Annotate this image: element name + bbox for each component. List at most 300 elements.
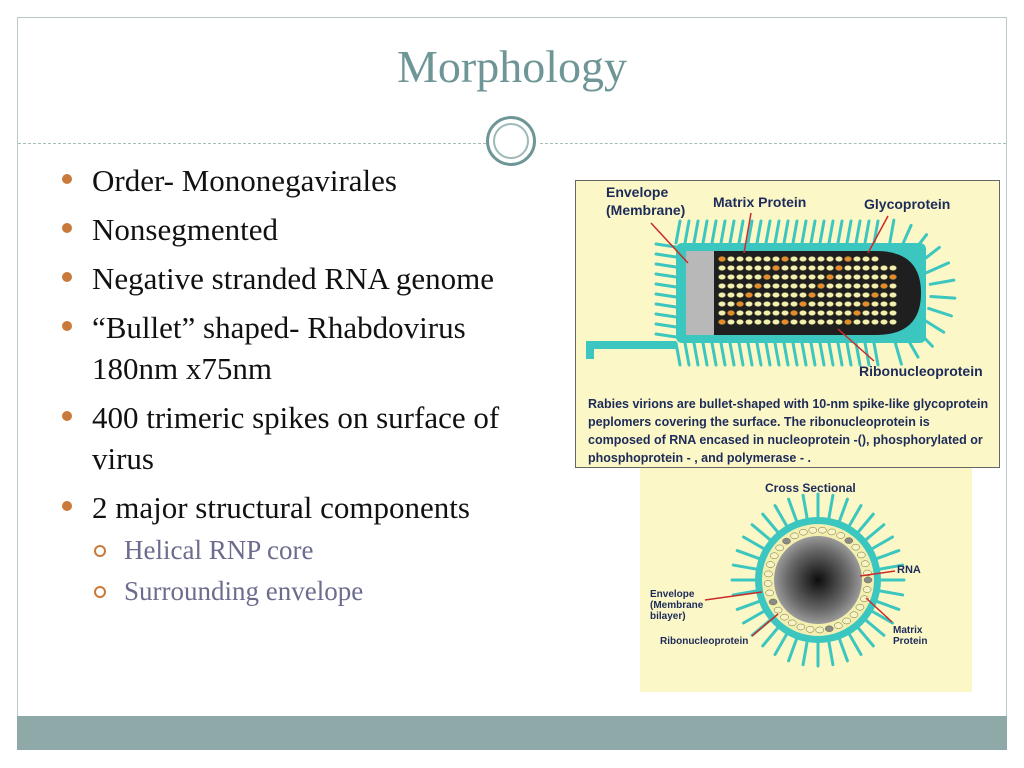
rnp-bead xyxy=(727,319,734,324)
spike xyxy=(703,343,707,365)
rnp-bead xyxy=(880,265,887,270)
rnp-bead xyxy=(727,256,734,261)
rnp-bead xyxy=(808,301,815,306)
rnp-bead xyxy=(871,283,878,288)
spike xyxy=(656,314,676,317)
rnp-bead xyxy=(781,283,788,288)
rnp-bead xyxy=(781,319,788,324)
label-matrix-protein: Matrix Protein xyxy=(713,194,807,210)
spike xyxy=(880,591,903,595)
nucleoprotein-bead xyxy=(825,626,833,632)
rnp-bead xyxy=(754,310,761,315)
rnp-bead xyxy=(754,274,761,279)
rnp-bead xyxy=(745,256,752,261)
rnp-bead xyxy=(880,310,887,315)
rnp-bead xyxy=(808,292,815,297)
rnp-bead xyxy=(826,256,833,261)
spike xyxy=(748,343,752,365)
sub-bullet-circle-icon xyxy=(94,545,106,557)
bullet-item xyxy=(62,209,542,250)
rnp-bead xyxy=(871,310,878,315)
rnp-bead xyxy=(862,274,869,279)
rnp-bead xyxy=(808,256,815,261)
bullet-dot-icon xyxy=(62,501,72,511)
rnp-bead xyxy=(853,292,860,297)
rnp-bead xyxy=(853,319,860,324)
spike xyxy=(721,343,725,365)
spike xyxy=(850,635,862,655)
rnp-bead xyxy=(790,310,797,315)
rnp-bead xyxy=(718,310,725,315)
rnp-bead xyxy=(790,256,797,261)
rnp-bead xyxy=(889,274,896,279)
rnp-bead xyxy=(736,301,743,306)
rnp-bead xyxy=(772,274,779,279)
label-cs-envelope: Envelope (Membrane bilayer) xyxy=(650,589,704,622)
nucleoprotein-bead xyxy=(834,623,842,629)
sub-bullet-list xyxy=(92,530,542,612)
nucleoprotein-bead xyxy=(799,529,807,535)
rnp-bead xyxy=(835,292,842,297)
spike xyxy=(838,221,842,243)
rnp-bead xyxy=(772,310,779,315)
rnp-bead xyxy=(862,319,869,324)
rnp-bead xyxy=(799,265,806,270)
figure-caption: Rabies virions are bullet-shaped with 10-nm spike-like glycoprotein peplomers covering the surface. The ribonucleoprotein is composed of RNA encased in nucleoprotein -(), phosphorylated or phosphoprotein - , and polymerase - . xyxy=(588,397,989,465)
nucleoprotein-bead xyxy=(766,562,774,568)
rnp-bead xyxy=(808,319,815,324)
spike xyxy=(685,221,689,243)
spike xyxy=(703,221,707,243)
rnp-bead xyxy=(790,265,797,270)
nucleoprotein-bead xyxy=(857,552,865,558)
bullet-list xyxy=(62,160,542,620)
rnp-bead xyxy=(781,310,788,315)
rnp-bead xyxy=(826,301,833,306)
rnp-bead xyxy=(817,256,824,261)
spike xyxy=(927,263,949,273)
rnp-bead xyxy=(745,319,752,324)
spike xyxy=(802,221,806,243)
spike xyxy=(712,343,716,365)
rnp-bead xyxy=(754,283,761,288)
rnp-bead xyxy=(727,301,734,306)
rnp-bead xyxy=(844,301,851,306)
spike xyxy=(866,525,884,540)
spike xyxy=(757,221,761,243)
rnp-bead xyxy=(871,256,878,261)
rnp-bead xyxy=(763,256,770,261)
rnp-bead xyxy=(745,292,752,297)
spike xyxy=(829,642,833,665)
rnp-bead xyxy=(772,301,779,306)
rnp-bead xyxy=(736,319,743,324)
rnp-bead xyxy=(736,310,743,315)
rnp-bead xyxy=(790,301,797,306)
cross-section-illustration xyxy=(640,468,972,692)
spike xyxy=(858,514,873,532)
pointer-cs-envelope xyxy=(705,592,762,600)
rnp-bead xyxy=(781,301,788,306)
spike xyxy=(820,221,824,243)
virion-diagram xyxy=(575,180,1000,468)
spike xyxy=(656,304,676,307)
spike xyxy=(676,343,680,365)
rnp-bead xyxy=(844,283,851,288)
spike xyxy=(775,343,779,365)
nucleoprotein-bead xyxy=(863,587,871,593)
bullet-dot-icon xyxy=(62,411,72,421)
spike xyxy=(730,221,734,243)
rnp-bead xyxy=(772,292,779,297)
nucleoprotein-bead xyxy=(764,571,772,577)
rnp-bead xyxy=(862,301,869,306)
spike xyxy=(874,343,878,365)
title-divider-left xyxy=(18,143,486,144)
spike xyxy=(793,343,797,365)
rnp-bead xyxy=(763,283,770,288)
rnp-bead xyxy=(817,319,824,324)
spike xyxy=(730,343,734,365)
bullet-dot-icon xyxy=(62,272,72,282)
rnp-bead xyxy=(835,283,842,288)
bullet-item xyxy=(62,487,542,612)
rnp-bead xyxy=(718,256,725,261)
rnp-bead xyxy=(736,283,743,288)
rnp-bead xyxy=(799,292,806,297)
spike xyxy=(737,551,759,559)
spike xyxy=(866,620,884,635)
nucleoprotein-bead xyxy=(861,561,869,567)
rnp-bead xyxy=(889,319,896,324)
nucleoprotein-bead xyxy=(850,612,858,618)
bullet-text: Negative stranded RNA genome xyxy=(92,261,495,296)
rnp-bead xyxy=(790,319,797,324)
rnp-bead xyxy=(718,301,725,306)
bullet-item xyxy=(62,258,542,299)
nucleoprotein-bead xyxy=(818,527,826,533)
nucleoprotein-bead xyxy=(774,607,782,613)
rnp-bead xyxy=(754,319,761,324)
rnp-bead xyxy=(808,265,815,270)
rnp-bead xyxy=(772,256,779,261)
rnp-bead xyxy=(799,256,806,261)
nucleoprotein-bead xyxy=(845,538,853,544)
nucleoprotein-bead xyxy=(809,527,817,533)
rnp-bead xyxy=(889,292,896,297)
rnp-bead xyxy=(853,274,860,279)
rnp-bead xyxy=(718,283,725,288)
rnp-bead xyxy=(763,319,770,324)
sub-bullet-circle-icon xyxy=(94,586,106,598)
spike xyxy=(929,308,952,315)
rnp-bead xyxy=(871,301,878,306)
cross-section-diagram xyxy=(640,468,972,692)
spike xyxy=(789,639,797,661)
nucleoprotein-bead xyxy=(816,627,824,633)
spike xyxy=(858,628,873,646)
rnp-bead xyxy=(736,292,743,297)
spike xyxy=(829,343,833,365)
nucleoprotein-bead xyxy=(783,538,791,544)
rnp-bead xyxy=(844,319,851,324)
footer-bar xyxy=(17,716,1007,750)
rnp-bead xyxy=(790,283,797,288)
nucleoprotein-bead xyxy=(764,580,772,586)
rnp-bead xyxy=(736,265,743,270)
spike xyxy=(840,639,848,661)
spike xyxy=(712,221,716,243)
rnp-bead xyxy=(772,319,779,324)
rnp-bead xyxy=(727,310,734,315)
spike xyxy=(802,343,806,365)
rnp-bead xyxy=(880,319,887,324)
rnp-bead xyxy=(826,265,833,270)
rnp-bead xyxy=(736,274,743,279)
bullet-dot-icon xyxy=(62,321,72,331)
rnp-bead xyxy=(853,310,860,315)
spike xyxy=(930,280,954,284)
rnp-bead xyxy=(727,274,734,279)
spike xyxy=(721,221,725,243)
nucleoprotein-bead xyxy=(864,577,872,583)
spike xyxy=(656,274,676,277)
spike xyxy=(775,635,787,655)
rnp-bead xyxy=(718,319,725,324)
spike xyxy=(847,221,851,243)
rnp-bead xyxy=(763,310,770,315)
rnp-bead xyxy=(817,301,824,306)
rnp-bead xyxy=(844,274,851,279)
rnp-bead xyxy=(781,265,788,270)
bullet-text: Order- Mononegavirales xyxy=(92,163,397,198)
sub-bullet-text: Surrounding envelope xyxy=(124,576,364,606)
nucleoprotein-bead xyxy=(852,544,860,550)
rnp-bead xyxy=(826,310,833,315)
spike xyxy=(820,343,824,365)
rnp-bead xyxy=(889,265,896,270)
rnp-bead xyxy=(826,274,833,279)
bullet-item xyxy=(62,307,542,389)
rnp-bead xyxy=(880,301,887,306)
rnp-bead xyxy=(745,310,752,315)
virion-base xyxy=(686,251,714,335)
spike xyxy=(775,506,787,526)
rnp-bead xyxy=(754,265,761,270)
rnp-bead xyxy=(853,301,860,306)
rnp-bead xyxy=(754,301,761,306)
rnp-bead xyxy=(871,265,878,270)
spike xyxy=(811,221,815,243)
rnp-bead xyxy=(826,319,833,324)
spike xyxy=(737,602,759,610)
rnp-bead xyxy=(817,310,824,315)
spike xyxy=(763,514,778,532)
label-rna: RNA xyxy=(897,564,921,576)
rnp-bead xyxy=(799,274,806,279)
rnp-bead xyxy=(889,310,896,315)
rnp-bead xyxy=(763,274,770,279)
rnp-bead xyxy=(835,265,842,270)
bullet-dot-icon xyxy=(62,223,72,233)
rnp-bead xyxy=(853,265,860,270)
spike xyxy=(752,525,770,540)
spike xyxy=(775,221,779,243)
spike xyxy=(856,221,860,243)
rnp-bead xyxy=(727,292,734,297)
rnp-bead xyxy=(763,292,770,297)
rnp-bead xyxy=(862,292,869,297)
spike xyxy=(763,628,778,646)
rnp-bead xyxy=(799,310,806,315)
rnp-bead xyxy=(763,301,770,306)
spike xyxy=(685,343,689,365)
rnp-bead xyxy=(835,310,842,315)
rnp-bead xyxy=(727,265,734,270)
rnp-bead xyxy=(844,256,851,261)
spike xyxy=(829,495,833,518)
rnp-bead xyxy=(844,265,851,270)
sub-bullet-text: Helical RNP core xyxy=(124,535,314,565)
bullet-text: Nonsegmented xyxy=(92,212,278,247)
rnp-bead xyxy=(745,301,752,306)
spike xyxy=(850,506,862,526)
rnp-bead xyxy=(790,292,797,297)
rnp-bead xyxy=(871,319,878,324)
rnp-bead xyxy=(862,283,869,288)
nucleoprotein-bead xyxy=(843,618,851,624)
rnp-bead xyxy=(880,274,887,279)
spike xyxy=(656,334,676,337)
rnp-bead xyxy=(772,283,779,288)
rnp-bead xyxy=(826,283,833,288)
bullet-text: 400 trimeric spikes on surface of virus xyxy=(92,400,500,476)
title-divider-right xyxy=(540,143,1006,144)
spike xyxy=(739,221,743,243)
spike xyxy=(766,343,770,365)
rnp-bead xyxy=(799,301,806,306)
nucleoprotein-bead xyxy=(837,532,845,538)
rnp-bead xyxy=(880,292,887,297)
sub-bullet-item xyxy=(92,571,542,612)
spike xyxy=(803,642,807,665)
spike xyxy=(811,343,815,365)
spike xyxy=(739,343,743,365)
rnp-bead xyxy=(781,274,788,279)
nucleoprotein-bead xyxy=(781,614,789,620)
rnp-bead xyxy=(817,292,824,297)
spike xyxy=(931,296,955,298)
spike xyxy=(656,284,676,287)
spike xyxy=(784,221,788,243)
rnp-bead xyxy=(835,301,842,306)
spike xyxy=(877,602,899,610)
rnp-bead xyxy=(817,274,824,279)
rnp-bead xyxy=(754,292,761,297)
rnp-bead xyxy=(835,274,842,279)
spike xyxy=(865,221,869,243)
label-cs-ribonucleoprotein: Ribonucleoprotein xyxy=(660,636,749,647)
rnp-bead xyxy=(781,256,788,261)
bullet-text: 2 major structural components xyxy=(92,490,470,525)
spike xyxy=(694,343,698,365)
bullet-item xyxy=(62,160,542,201)
spike xyxy=(656,324,676,327)
rnp-bead xyxy=(871,274,878,279)
spike xyxy=(757,343,761,365)
rnp-bead xyxy=(835,256,842,261)
ring-ornament-icon xyxy=(486,116,536,166)
spike xyxy=(803,495,807,518)
spike xyxy=(744,537,764,549)
rnp-bead xyxy=(862,265,869,270)
rnp-bead xyxy=(745,265,752,270)
rnp-bead xyxy=(862,256,869,261)
spike xyxy=(829,221,833,243)
virion-tail xyxy=(586,341,676,359)
spike xyxy=(766,221,770,243)
rnp-bead xyxy=(781,292,788,297)
rnp-bead xyxy=(862,310,869,315)
rnp-bead xyxy=(808,274,815,279)
nucleoprotein-bead xyxy=(856,604,864,610)
slide-title: Morphology xyxy=(397,41,627,92)
spike xyxy=(877,551,899,559)
rnp-bead xyxy=(889,283,896,288)
spike xyxy=(784,343,788,365)
rnp-bead xyxy=(745,274,752,279)
nucleoprotein-bead xyxy=(828,529,836,535)
rnp-bead xyxy=(808,283,815,288)
rnp-bead xyxy=(889,301,896,306)
spike xyxy=(789,499,797,521)
rnp-bead xyxy=(718,292,725,297)
rnp-bead xyxy=(844,310,851,315)
cross-section-core xyxy=(774,536,862,624)
rnp-bead xyxy=(880,283,887,288)
label-cross-sectional: Cross Sectional xyxy=(765,481,856,495)
label-ribonucleoprotein: Ribonucleoprotein xyxy=(859,363,983,379)
bullet-dot-icon xyxy=(62,174,72,184)
rnp-bead xyxy=(799,319,806,324)
spike xyxy=(873,537,893,549)
spike xyxy=(923,319,943,332)
spike xyxy=(895,341,902,364)
spike xyxy=(676,221,680,243)
spike xyxy=(656,294,676,297)
spike xyxy=(840,499,848,521)
spike xyxy=(890,220,894,244)
rnp-bead xyxy=(853,283,860,288)
rnp-bead xyxy=(727,283,734,288)
label-envelope: Envelope (Membrane) xyxy=(606,184,686,218)
rnp-bead xyxy=(817,283,824,288)
bullet-item xyxy=(62,397,542,479)
nucleoprotein-bead xyxy=(770,553,778,559)
nucleoprotein-bead xyxy=(766,590,774,596)
sub-bullet-item xyxy=(92,530,542,571)
nucleoprotein-bead xyxy=(806,626,814,632)
rnp-bead xyxy=(718,265,725,270)
nucleoprotein-bead xyxy=(788,620,796,626)
nucleoprotein-bead xyxy=(797,624,805,630)
label-glycoprotein: Glycoprotein xyxy=(864,196,951,212)
rnp-bead xyxy=(736,256,743,261)
rnp-bead xyxy=(817,265,824,270)
spike xyxy=(793,221,797,243)
label-cs-matrix: Matrix Protein xyxy=(893,625,928,647)
spike xyxy=(694,221,698,243)
